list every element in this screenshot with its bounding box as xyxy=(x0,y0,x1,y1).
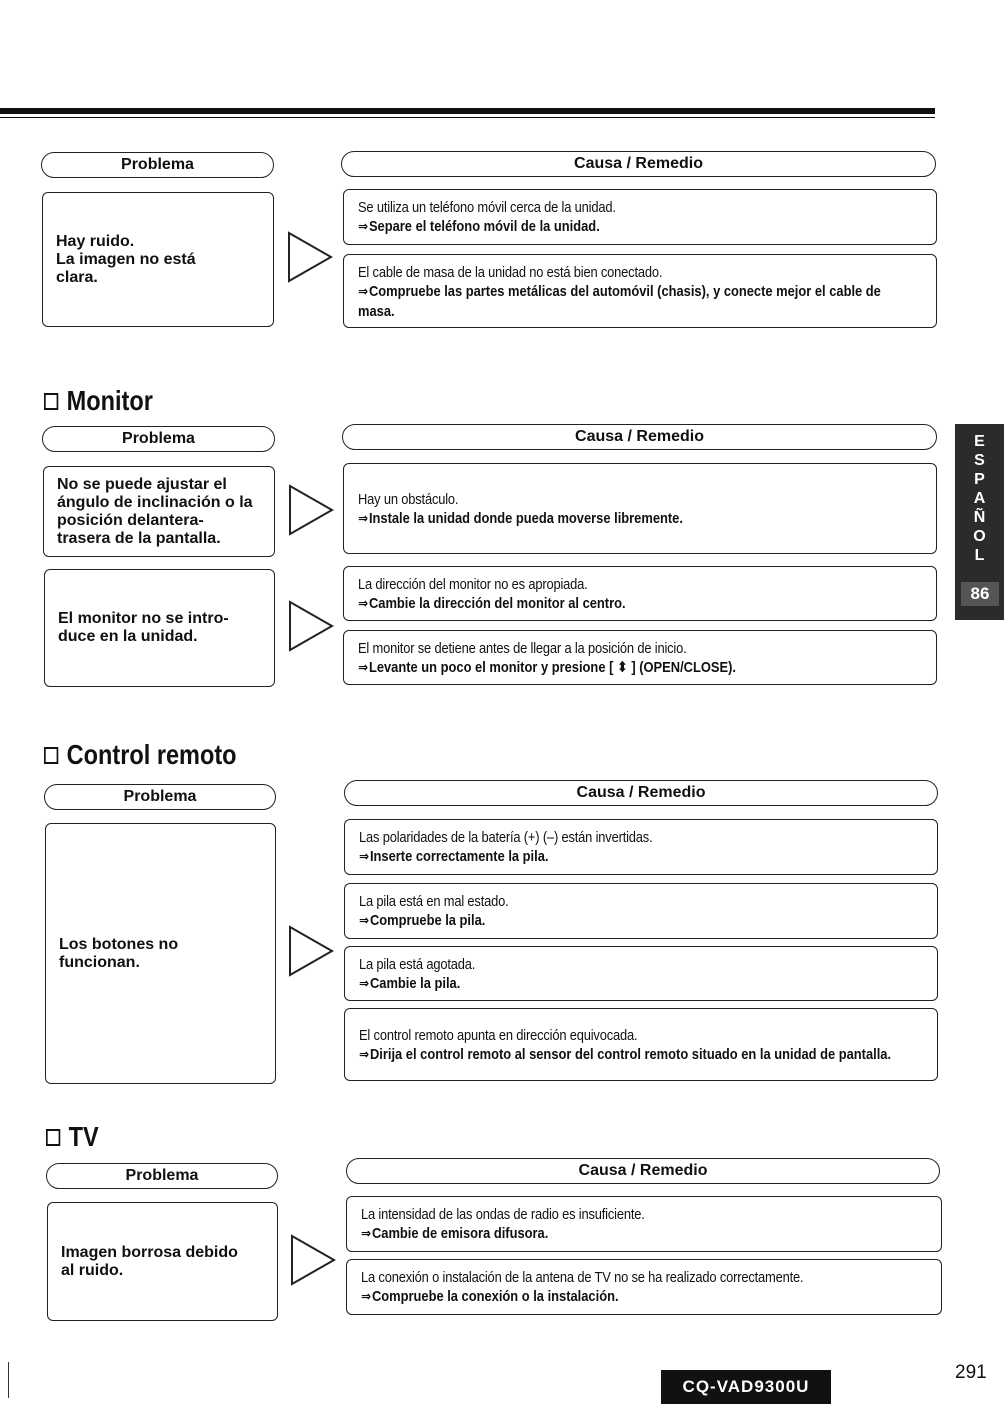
problem-text: El monitor no se intro- duce en la unidad. xyxy=(58,610,229,645)
remedy-arrow-icon: ⇒ xyxy=(358,659,369,676)
remedy-arrow-icon: ⇒ xyxy=(358,219,369,235)
cause-box xyxy=(344,946,938,1001)
tab-letter: Ñ xyxy=(973,509,986,526)
causa-remedio-header: Causa / Remedio xyxy=(346,1158,940,1184)
remedy-arrow-icon: ⇒ xyxy=(359,1046,370,1063)
remedy-text: Instale la unidad donde pueda moverse libremente. xyxy=(368,509,683,527)
problem-box xyxy=(44,569,275,687)
cause-text: La conexión o instalación de la antena de TV no se ha realizado correctamente. xyxy=(361,1269,804,1286)
remedy-line xyxy=(361,1287,926,1307)
cause-text: La dirección del monitor no es apropiada. xyxy=(358,575,588,593)
remedy-line xyxy=(358,509,921,529)
remedy-line xyxy=(359,1045,922,1065)
remedy-text: Inserte correctamente la pila. xyxy=(369,848,549,865)
remedy-text: Separe el teléfono móvil de la unidad. xyxy=(368,218,600,235)
problem-text: Los botones no funcionan. xyxy=(59,935,179,971)
cause-box xyxy=(343,630,937,685)
section-heading-tv xyxy=(46,1122,99,1152)
remedy-text: Cambie de emisora difusora. xyxy=(371,1225,549,1242)
remedy-arrow-icon: ⇒ xyxy=(359,849,370,865)
checkbox-square-icon xyxy=(44,747,58,764)
language-side-tab xyxy=(955,424,1004,620)
margin-mark xyxy=(8,1362,9,1398)
pointer-arrow-icon xyxy=(288,600,334,652)
cause-text: La pila está en mal estado. xyxy=(359,893,509,910)
tab-letter: P xyxy=(974,471,985,488)
cause-box xyxy=(343,189,937,245)
problem-text: Imagen borrosa debido al ruido. xyxy=(61,1243,238,1279)
cause-text: Las polaridades de la batería (+) (–) están invertidas. xyxy=(359,829,653,846)
tab-letter: L xyxy=(974,547,985,564)
tab-letter: A xyxy=(973,490,986,507)
remedy-arrow-icon: ⇒ xyxy=(358,283,369,300)
heading-text: Monitor xyxy=(66,385,153,416)
cause-box xyxy=(344,819,938,875)
remedy-text: Compruebe la pila. xyxy=(369,912,486,929)
causa-remedio-header: Causa / Remedio xyxy=(341,151,936,177)
remedy-arrow-icon: ⇒ xyxy=(359,913,370,929)
remedy-text: Cambie la pila. xyxy=(369,974,461,992)
problema-header: Problema xyxy=(44,784,276,810)
heading-text: Control remoto xyxy=(66,739,237,770)
remedy-arrow-icon: ⇒ xyxy=(361,1226,372,1242)
remedy-line xyxy=(359,911,922,931)
page-number: 291 xyxy=(955,1362,987,1383)
causa-remedio-header: Causa / Remedio xyxy=(342,424,937,450)
section-heading-control-remoto xyxy=(44,740,237,770)
section-number: 86 xyxy=(961,582,999,606)
problem-text: No se puede ajustar el ángulo de inclinación o la posición delantera- trasera de la pantalla. xyxy=(57,475,253,547)
checkbox-square-icon xyxy=(46,1129,60,1146)
cause-text: Hay un obstáculo. xyxy=(358,490,459,508)
remedy-text: Compruebe la conexión o la instalación. xyxy=(371,1288,619,1305)
heading-text: TV xyxy=(68,1121,99,1152)
remedy-line xyxy=(359,974,922,994)
remedy-text: Cambie la dirección del monitor al centro. xyxy=(368,594,626,612)
remedy-arrow-icon: ⇒ xyxy=(359,975,370,992)
cause-box xyxy=(343,463,937,554)
remedy-text: Dirija el control remoto al sensor del control remoto situado en la unidad de pantalla. xyxy=(369,1045,892,1063)
cause-text: El control remoto apunta en dirección equivocada. xyxy=(359,1026,638,1044)
cause-text: La intensidad de las ondas de radio es insuficiente. xyxy=(361,1206,645,1223)
model-badge: CQ-VAD9300U xyxy=(661,1370,831,1404)
remedy-text: Levante un poco el monitor y presione [ ⬍ ] (OPEN/CLOSE). xyxy=(368,658,736,676)
problem-box xyxy=(45,823,276,1084)
section-heading-monitor xyxy=(44,386,153,416)
remedy-line xyxy=(358,282,921,321)
remedy-line xyxy=(359,847,922,867)
pointer-arrow-icon xyxy=(290,1234,336,1286)
problema-header: Problema xyxy=(46,1163,278,1189)
pointer-arrow-icon xyxy=(288,925,334,977)
cause-text: El cable de masa de la unidad no está bien conectado. xyxy=(358,263,663,281)
cause-box xyxy=(343,254,937,328)
remedy-line xyxy=(358,217,921,237)
top-rule xyxy=(0,108,935,114)
remedy-line xyxy=(358,594,921,614)
tab-letter: S xyxy=(974,452,985,469)
cause-box xyxy=(346,1196,942,1252)
problem-text: Hay ruido. La imagen no está clara. xyxy=(56,232,196,286)
cause-box xyxy=(344,883,938,939)
remedy-line xyxy=(358,658,921,678)
problem-box xyxy=(43,466,275,557)
remedy-arrow-icon: ⇒ xyxy=(358,595,369,612)
causa-remedio-header: Causa / Remedio xyxy=(344,780,938,806)
pointer-arrow-icon xyxy=(288,484,334,536)
tab-letter: O xyxy=(973,528,986,545)
tab-letter: E xyxy=(974,433,985,450)
cause-text: El monitor se detiene antes de llegar a la posición de inicio. xyxy=(358,639,687,657)
problem-box xyxy=(42,192,274,327)
top-rule-thin xyxy=(0,117,935,118)
cause-box xyxy=(343,566,937,621)
pointer-arrow-icon xyxy=(287,231,333,283)
checkbox-square-icon xyxy=(44,393,58,410)
cause-text: La pila está agotada. xyxy=(359,955,476,973)
problem-box xyxy=(47,1202,278,1321)
remedy-arrow-icon: ⇒ xyxy=(361,1289,372,1305)
remedy-line xyxy=(361,1224,926,1244)
remedy-arrow-icon: ⇒ xyxy=(358,510,369,527)
problema-header: Problema xyxy=(41,152,274,178)
problema-header: Problema xyxy=(42,426,275,452)
cause-text: Se utiliza un teléfono móvil cerca de la unidad. xyxy=(358,199,616,216)
cause-box xyxy=(344,1008,938,1081)
remedy-text: Compruebe las partes metálicas del automóvil (chasis), y conecte mejor el cable de masa. xyxy=(358,282,881,320)
cause-box xyxy=(346,1259,942,1315)
